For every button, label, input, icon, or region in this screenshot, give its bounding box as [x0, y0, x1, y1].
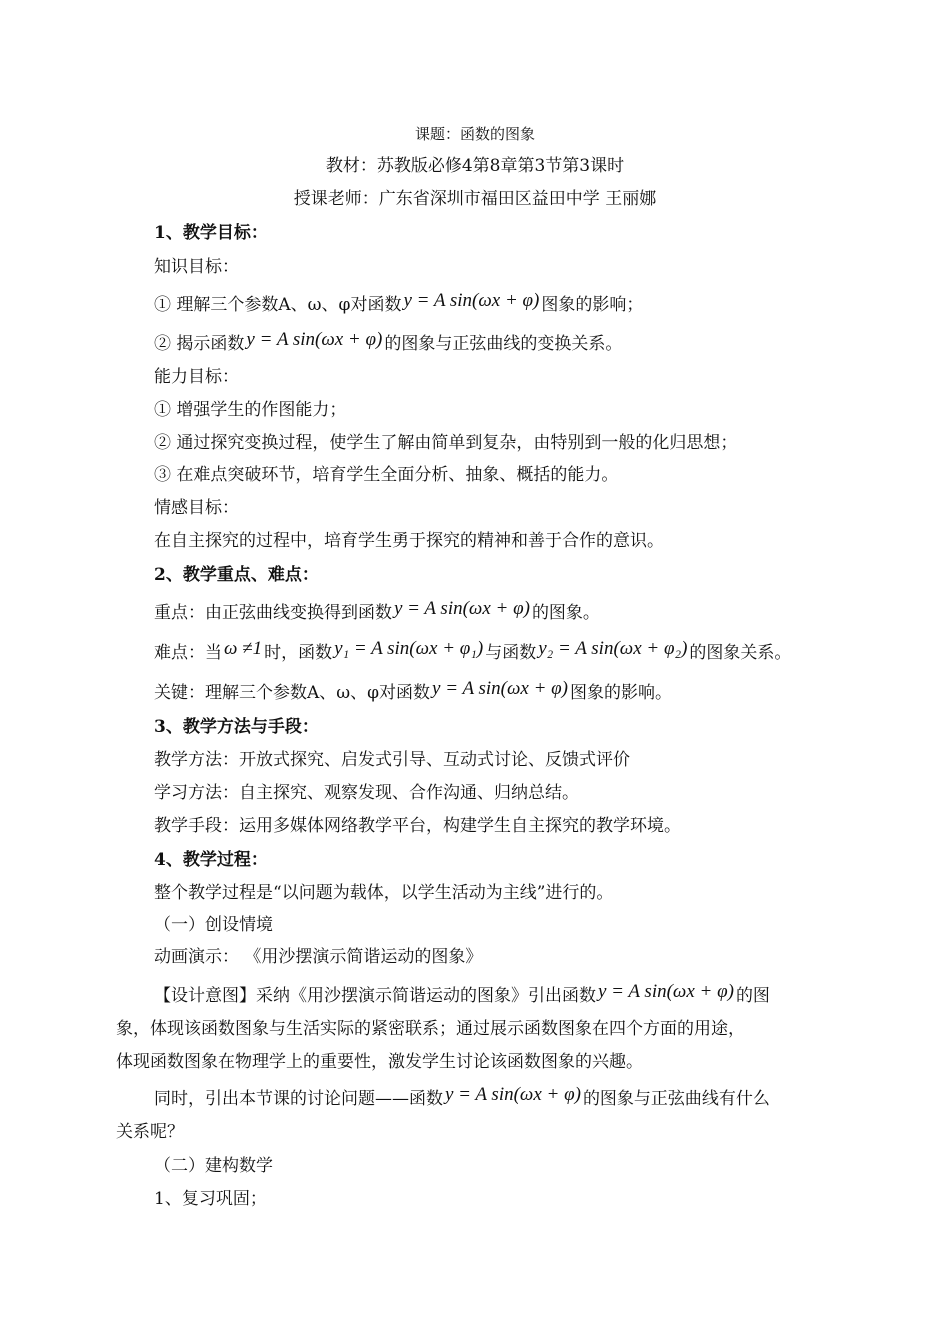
- formula: y = A sin(ωx + φ): [394, 598, 530, 619]
- design-intent-line-2: 象，体现该函数图象与生活实际的紧密联系；通过展示函数图象在四个方面的用途，: [116, 1019, 745, 1039]
- emotion-goal-1: 在自主探究的过程中，培育学生勇于探究的精神和善于合作的意识。: [154, 531, 664, 551]
- question-line-1: 同时，引出本节课的讨论问题——函数 y = A sin(ωx + φ) 的图象与正弦曲线有什么: [154, 1084, 770, 1109]
- teacher-line: 授课老师：广东省深圳市福田区益田中学 王丽娜: [293, 189, 657, 209]
- process-intro: 整个教学过程是“以问题为载体，以学生活动为主线”进行的。: [154, 883, 614, 903]
- subsection-2: （二）建构数学: [154, 1156, 273, 1176]
- section-4-heading: 4、教学过程：: [154, 850, 268, 870]
- ability-goal-label: 能力目标：: [154, 367, 239, 387]
- formula-1: y₁ = A sin(ωx + φ₁): [334, 638, 484, 659]
- formula: y = A sin(ωx + φ): [403, 290, 540, 311]
- teaching-method: 教学方法：开放式探究、启发式引导、互动式讨论、反馈式评价: [154, 750, 630, 770]
- ability-goal-2: ② 通过探究变换过程，使学生了解由简单到复杂，由特别到一般的化归思想；: [154, 433, 738, 453]
- formula: y = A sin(ωx + φ): [445, 1084, 581, 1105]
- learning-method: 学习方法：自主探究、观察发现、合作沟通、归纳总结。: [154, 783, 579, 803]
- section-3-heading: 3、教学方法与手段：: [154, 717, 319, 737]
- ability-goal-1: ① 增强学生的作图能力；: [154, 400, 347, 420]
- crux-point: 关键：理解三个参数A、ω、φ对函数 y = A sin(ωx + φ) 图象的影响。: [154, 678, 672, 703]
- topic-line: 课题：函数的图象: [414, 125, 535, 143]
- knowledge-goal-2: ② 揭示函数 y = A sin(ωx + φ) 的图象与正弦曲线的变换关系。: [154, 329, 623, 354]
- formula: y = A sin(ωx + φ): [246, 329, 383, 350]
- knowledge-goal-1: ① 理解三个参数A、ω、φ对函数 y = A sin(ωx + φ) 图象的影响；: [154, 290, 644, 315]
- design-intent-line-3: 体现函数图象在物理学上的重要性，激发学生讨论该函数图象的兴趣。: [116, 1052, 643, 1072]
- formula: y = A sin(ωx + φ): [432, 678, 568, 699]
- question-line-2: 关系呢？: [116, 1122, 184, 1142]
- ability-goal-3: ③ 在难点突破环节，培育学生全面分析、抽象、概括的能力。: [154, 465, 619, 485]
- difficult-point: 难点：当 ω ≠1 时，函数 y₁ = A sin(ωx + φ₁) 与函数 y₂ = A sin(ωx + φ₂) 的图象关系。: [154, 638, 792, 663]
- condition: ω ≠1: [224, 638, 263, 659]
- section-2-heading: 2、教学重点、难点：: [154, 565, 319, 585]
- teaching-means: 教学手段：运用多媒体网络教学平台，构建学生自主探究的教学环境。: [154, 816, 681, 836]
- key-point: 重点：由正弦曲线变换得到函数 y = A sin(ωx + φ) 的图象。: [154, 598, 600, 623]
- formula: y = A sin(ωx + φ): [598, 981, 734, 1002]
- formula-2: y₂ = A sin(ωx + φ₂): [538, 638, 688, 659]
- animation-demo: 动画演示： 《用沙摆演示简谐运动的图象》: [154, 947, 483, 967]
- textbook-line: 教材：苏教版必修4第8章第3节第3课时: [325, 156, 625, 176]
- design-intent-line-1: 【设计意图】采纳《用沙摆演示简谐运动的图象》引出函数 y = A sin(ωx + φ) 的图: [154, 981, 770, 1006]
- subsection-1: （一）创设情境: [154, 915, 273, 935]
- section-1-heading: 1、教学目标：: [154, 223, 268, 243]
- review-item: 1、复习巩固；: [154, 1189, 267, 1209]
- emotion-goal-label: 情感目标：: [154, 498, 239, 518]
- knowledge-goal-label: 知识目标：: [154, 257, 239, 277]
